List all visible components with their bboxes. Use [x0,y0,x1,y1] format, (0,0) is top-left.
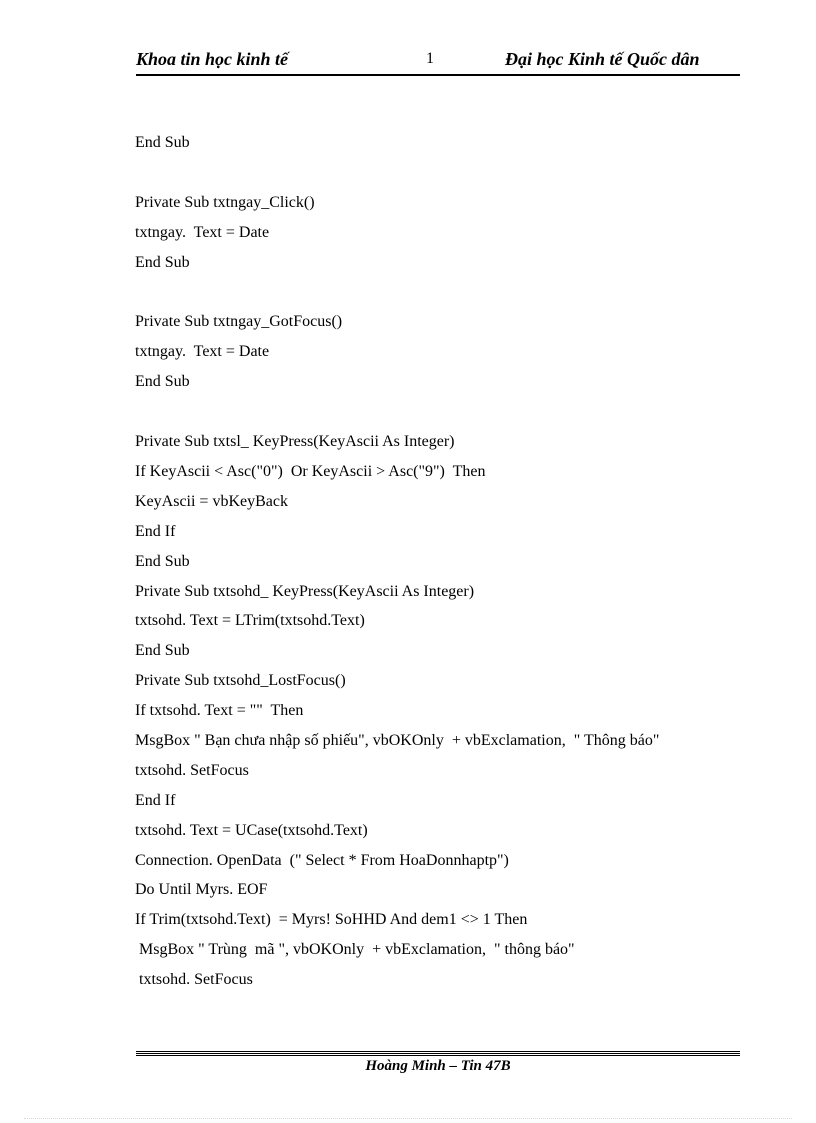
page-edge [24,1118,792,1119]
code-line: End Sub [135,373,190,390]
page-number: 1 [426,50,434,67]
code-line: End If [135,523,176,540]
footer-author: Hoàng Minh – Tin 47B [365,1058,511,1074]
header-faculty: Khoa tin học kinh tế [136,49,289,69]
code-line: txtsohd. SetFocus [135,762,249,779]
code-line: txtsohd. SetFocus [135,971,253,988]
code-line: Private Sub txtsohd_LostFocus() [135,672,346,689]
footer-rule-middle [136,1053,740,1054]
code-line: End If [135,792,176,809]
code-line: txtngay. Text = Date [135,343,270,360]
code-line: End Sub [135,134,190,151]
code-line: If txtsohd. Text = "" Then [135,702,304,719]
footer-rule-top [136,1051,740,1052]
header-university: Đại học Kinh tế Quốc dân [505,49,700,69]
code-line: Private Sub txtngay_Click() [135,194,315,211]
code-line: End Sub [135,642,190,659]
code-line: Private Sub txtngay_GotFocus() [135,313,343,330]
code-line: Private Sub txtsohd_ KeyPress(KeyAscii As Integer) [135,583,475,600]
code-line: If Trim(txtsohd.Text) = Myrs! SoHHD And dem1 <> 1 Then [135,911,528,928]
code-line: Private Sub txtsl_ KeyPress(KeyAscii As Integer) [135,433,455,450]
footer-rule-bottom [136,1055,740,1056]
code-line: MsgBox " Trùng mã ", vbOKOnly + vbExclamation, " thông báo" [135,941,575,958]
code-line: txtsohd. Text = LTrim(txtsohd.Text) [135,612,365,629]
code-line: End Sub [135,553,190,570]
code-line: MsgBox " Bạn chưa nhập số phiếu", vbOKOnly + vbExclamation, " Thông báo" [135,732,660,749]
code-line: Do Until Myrs. EOF [135,881,268,898]
code-line: KeyAscii = vbKeyBack [135,493,288,510]
page-header [136,46,740,76]
code-line: Connection. OpenData (" Select * From HoaDonnhaptp") [135,852,509,869]
code-line: txtsohd. Text = UCase(txtsohd.Text) [135,822,368,839]
code-line: If KeyAscii < Asc("0") Or KeyAscii > Asc("9") Then [135,463,486,480]
code-line: txtngay. Text = Date [135,224,270,241]
code-line: End Sub [135,254,190,271]
